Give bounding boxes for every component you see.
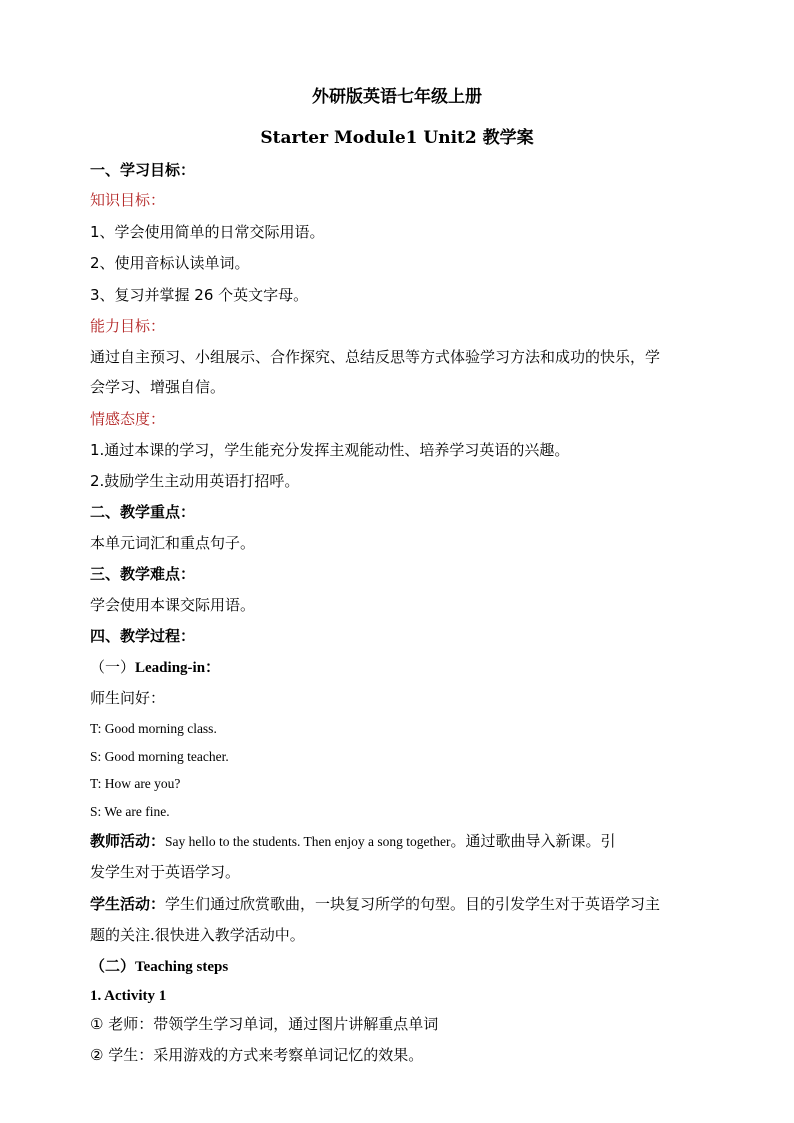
knowledge-item: 3、复习并掌握 26 个英文字母。 bbox=[90, 286, 309, 304]
student-activity-label: 学生活动： bbox=[90, 895, 166, 913]
teaching-heading bbox=[90, 956, 228, 977]
knowledge-item: 2、使用音标认读单词。 bbox=[90, 254, 250, 272]
teacher-activity bbox=[90, 831, 615, 852]
teacher-activity-label: 教师活动： bbox=[90, 832, 166, 850]
ability-label: 能力目标： bbox=[90, 317, 166, 335]
dialogue-line: S: Good morning teacher. bbox=[90, 749, 229, 764]
teaching-step: ① 老师：带领学生学习单词，通过图片讲解重点单词 bbox=[90, 1015, 439, 1033]
leadin-prefix: （一） bbox=[90, 658, 136, 676]
key-points-text: 本单元词汇和重点句子。 bbox=[90, 534, 256, 552]
section-heading-objectives: 一、学习目标： bbox=[90, 161, 196, 179]
student-activity bbox=[90, 894, 660, 914]
emotion-item: 2.鼓励学生主动用英语打招呼。 bbox=[90, 472, 300, 490]
leadin-heading bbox=[90, 657, 220, 678]
knowledge-label: 知识目标： bbox=[90, 191, 166, 209]
section-heading-process: 四、教学过程： bbox=[90, 627, 196, 645]
teaching-prefix: （二） bbox=[90, 957, 136, 975]
emotion-item: 1.通过本课的学习，学生能充分发挥主观能动性、培养学习英语的兴趣。 bbox=[90, 441, 570, 459]
dialogue-line: T: Good morning class. bbox=[90, 721, 217, 736]
teacher-activity-line2: 发学生对于英语学习。 bbox=[90, 863, 241, 881]
knowledge-item: 1、学会使用简单的日常交际用语。 bbox=[90, 223, 325, 241]
teacher-activity-chinese: 。通过歌曲导入新课。引 bbox=[450, 832, 616, 850]
dialogue-line: S: We are fine. bbox=[90, 804, 170, 819]
greeting-label: 师生问好： bbox=[90, 689, 166, 707]
student-activity-text: 学生们通过欣赏歌曲，一块复习所学的句型。目的引发学生对于英语学习主 bbox=[165, 895, 661, 913]
emotion-label: 情感态度： bbox=[90, 410, 166, 428]
document-title: 外研版英语七年级上册 bbox=[312, 87, 482, 107]
teacher-activity-english: Say hello to the students. Then enjoy a song together bbox=[165, 834, 451, 849]
ability-text-line: 会学习、增强自信。 bbox=[90, 378, 226, 396]
leadin-title: Leading-in： bbox=[135, 660, 221, 676]
section-heading-difficulties: 三、教学难点： bbox=[90, 565, 196, 583]
dialogue-line: T: How are you? bbox=[90, 776, 181, 791]
activity-heading: 1. Activity 1 bbox=[90, 988, 167, 1004]
section-heading-key-points: 二、教学重点： bbox=[90, 503, 196, 521]
student-activity-line2: 题的关注.很快进入教学活动中。 bbox=[90, 926, 305, 944]
document-subtitle: Starter Module1 Unit2 教学案 bbox=[260, 128, 534, 148]
teaching-title: Teaching steps bbox=[135, 959, 229, 975]
difficulties-text: 学会使用本课交际用语。 bbox=[90, 596, 256, 614]
ability-text-line: 通过自主预习、小组展示、合作探究、总结反思等方式体验学习方法和成功的快乐，学 bbox=[90, 348, 661, 366]
teaching-step: ② 学生：采用游戏的方式来考察单词记忆的效果。 bbox=[90, 1046, 424, 1064]
